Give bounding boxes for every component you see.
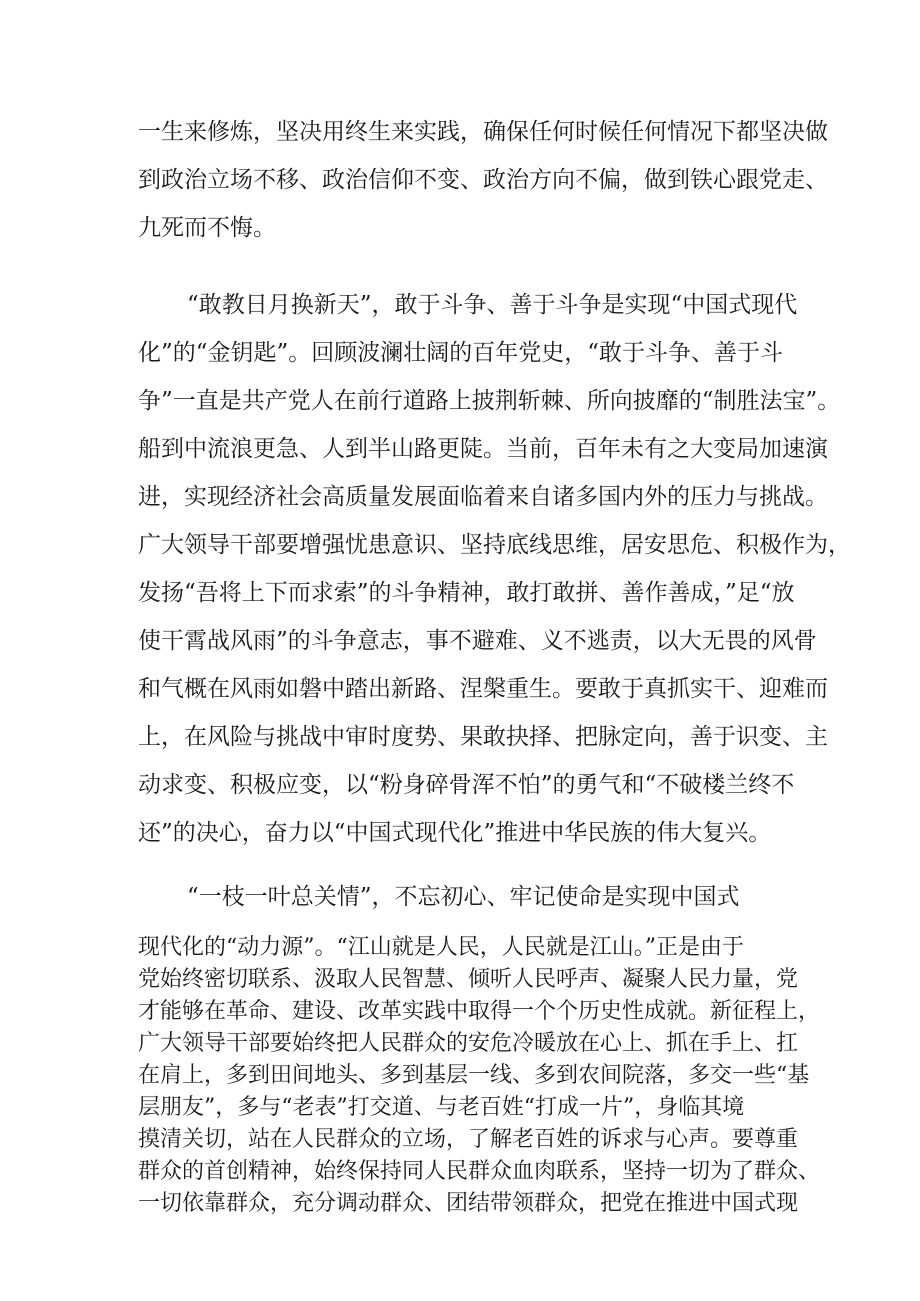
- paragraph-line: 上，在风险与挑战中审时度势、果敢抉择、把脉定向，善于识变、主: [138, 724, 828, 750]
- paragraph-line: 一生来修炼，坚决用终生来实践，确保任何时候任何情况下都坚决做: [138, 119, 828, 145]
- paragraph-line: 群众的首创精神，始终保持同人民群众血肉联系，坚持一切为了群众、: [138, 1159, 821, 1184]
- paragraph-line: 船到中流浪更急、人到半山路更陡。当前，百年未有之大变局加速演: [138, 436, 828, 462]
- paragraph-line: 争”一直是共产党人在前行道路上披荆斩棘、所向披靡的“制胜法宝”。: [138, 388, 841, 414]
- paragraph-line: “一枝一叶总关情”，不忘初心、牢记使命是实现中国式: [187, 884, 740, 910]
- paragraph-line: 层朋友”，多与“老表”打交道、与老百姓“打成一片”，身临其境: [138, 1095, 745, 1120]
- paragraph-line: 广大领导干部要始终把人民群众的安危冷暖放在心上、抓在手上、扛: [138, 1031, 799, 1056]
- paragraph-line: 动求变、积极应变，以“粉身碎骨浑不怕”的勇气和“不破楼兰终不: [138, 772, 795, 798]
- paragraph-line: 一切依靠群众，充分调动群众、团结带领群众，把党在推进中国式现: [138, 1191, 799, 1216]
- paragraph-line: 摸清关切，站在人民群众的立场，了解老百姓的诉求与心声。要尊重: [138, 1127, 799, 1152]
- paragraph-line: 现代化的“动力源”。“江山就是人民，人民就是江山。”正是由于: [138, 935, 744, 960]
- paragraph-line: 在肩上，多到田间地头、多到基层一线、多到农间院落，多交一些“基: [138, 1063, 810, 1088]
- paragraph-line: 和气概在风雨如磐中踏出新路、涅槃重生。要敢于真抓实干、迎难而: [138, 676, 828, 702]
- paragraph-line: 还”的决心，奋力以“中国式现代化”推进中华民族的伟大复兴。: [138, 820, 772, 846]
- paragraph-line: “敢教日月换新天”，敢于斗争、善于斗争是实现“中国式现代: [187, 292, 798, 318]
- paragraph-line: 发扬“吾将上下而求索”的斗争精神，敢打敢拼、善作善成，”足“放: [138, 580, 795, 606]
- paragraph-line: 广大领导干部要增强忧患意识、坚持底线思维，居安思危、积极作为，: [138, 532, 851, 558]
- paragraph-line: 才能够在革命、建设、改革实践中取得一个个历史性成就。新征程上，: [138, 999, 821, 1024]
- paragraph-line: 到政治立场不移、政治信仰不变、政治方向不偏，做到铁心跟党走、: [138, 167, 828, 193]
- paragraph-line: 使干霄战风雨”的斗争意志，事不避难、义不逃责，以大无畏的风骨: [138, 628, 817, 654]
- paragraph-line: 进，实现经济社会高质量发展面临着来自诸多国内外的压力与挑战。: [138, 484, 828, 510]
- paragraph-line: 党始终密切联系、汲取人民智慧、倾听人民呼声、凝聚人民力量，党: [138, 967, 799, 992]
- paragraph-line: 九死而不悔。: [138, 215, 276, 241]
- paragraph-line: 化”的“金钥匙”。回顾波澜壮阔的百年党史，“敢于斗争、善于斗: [138, 340, 784, 366]
